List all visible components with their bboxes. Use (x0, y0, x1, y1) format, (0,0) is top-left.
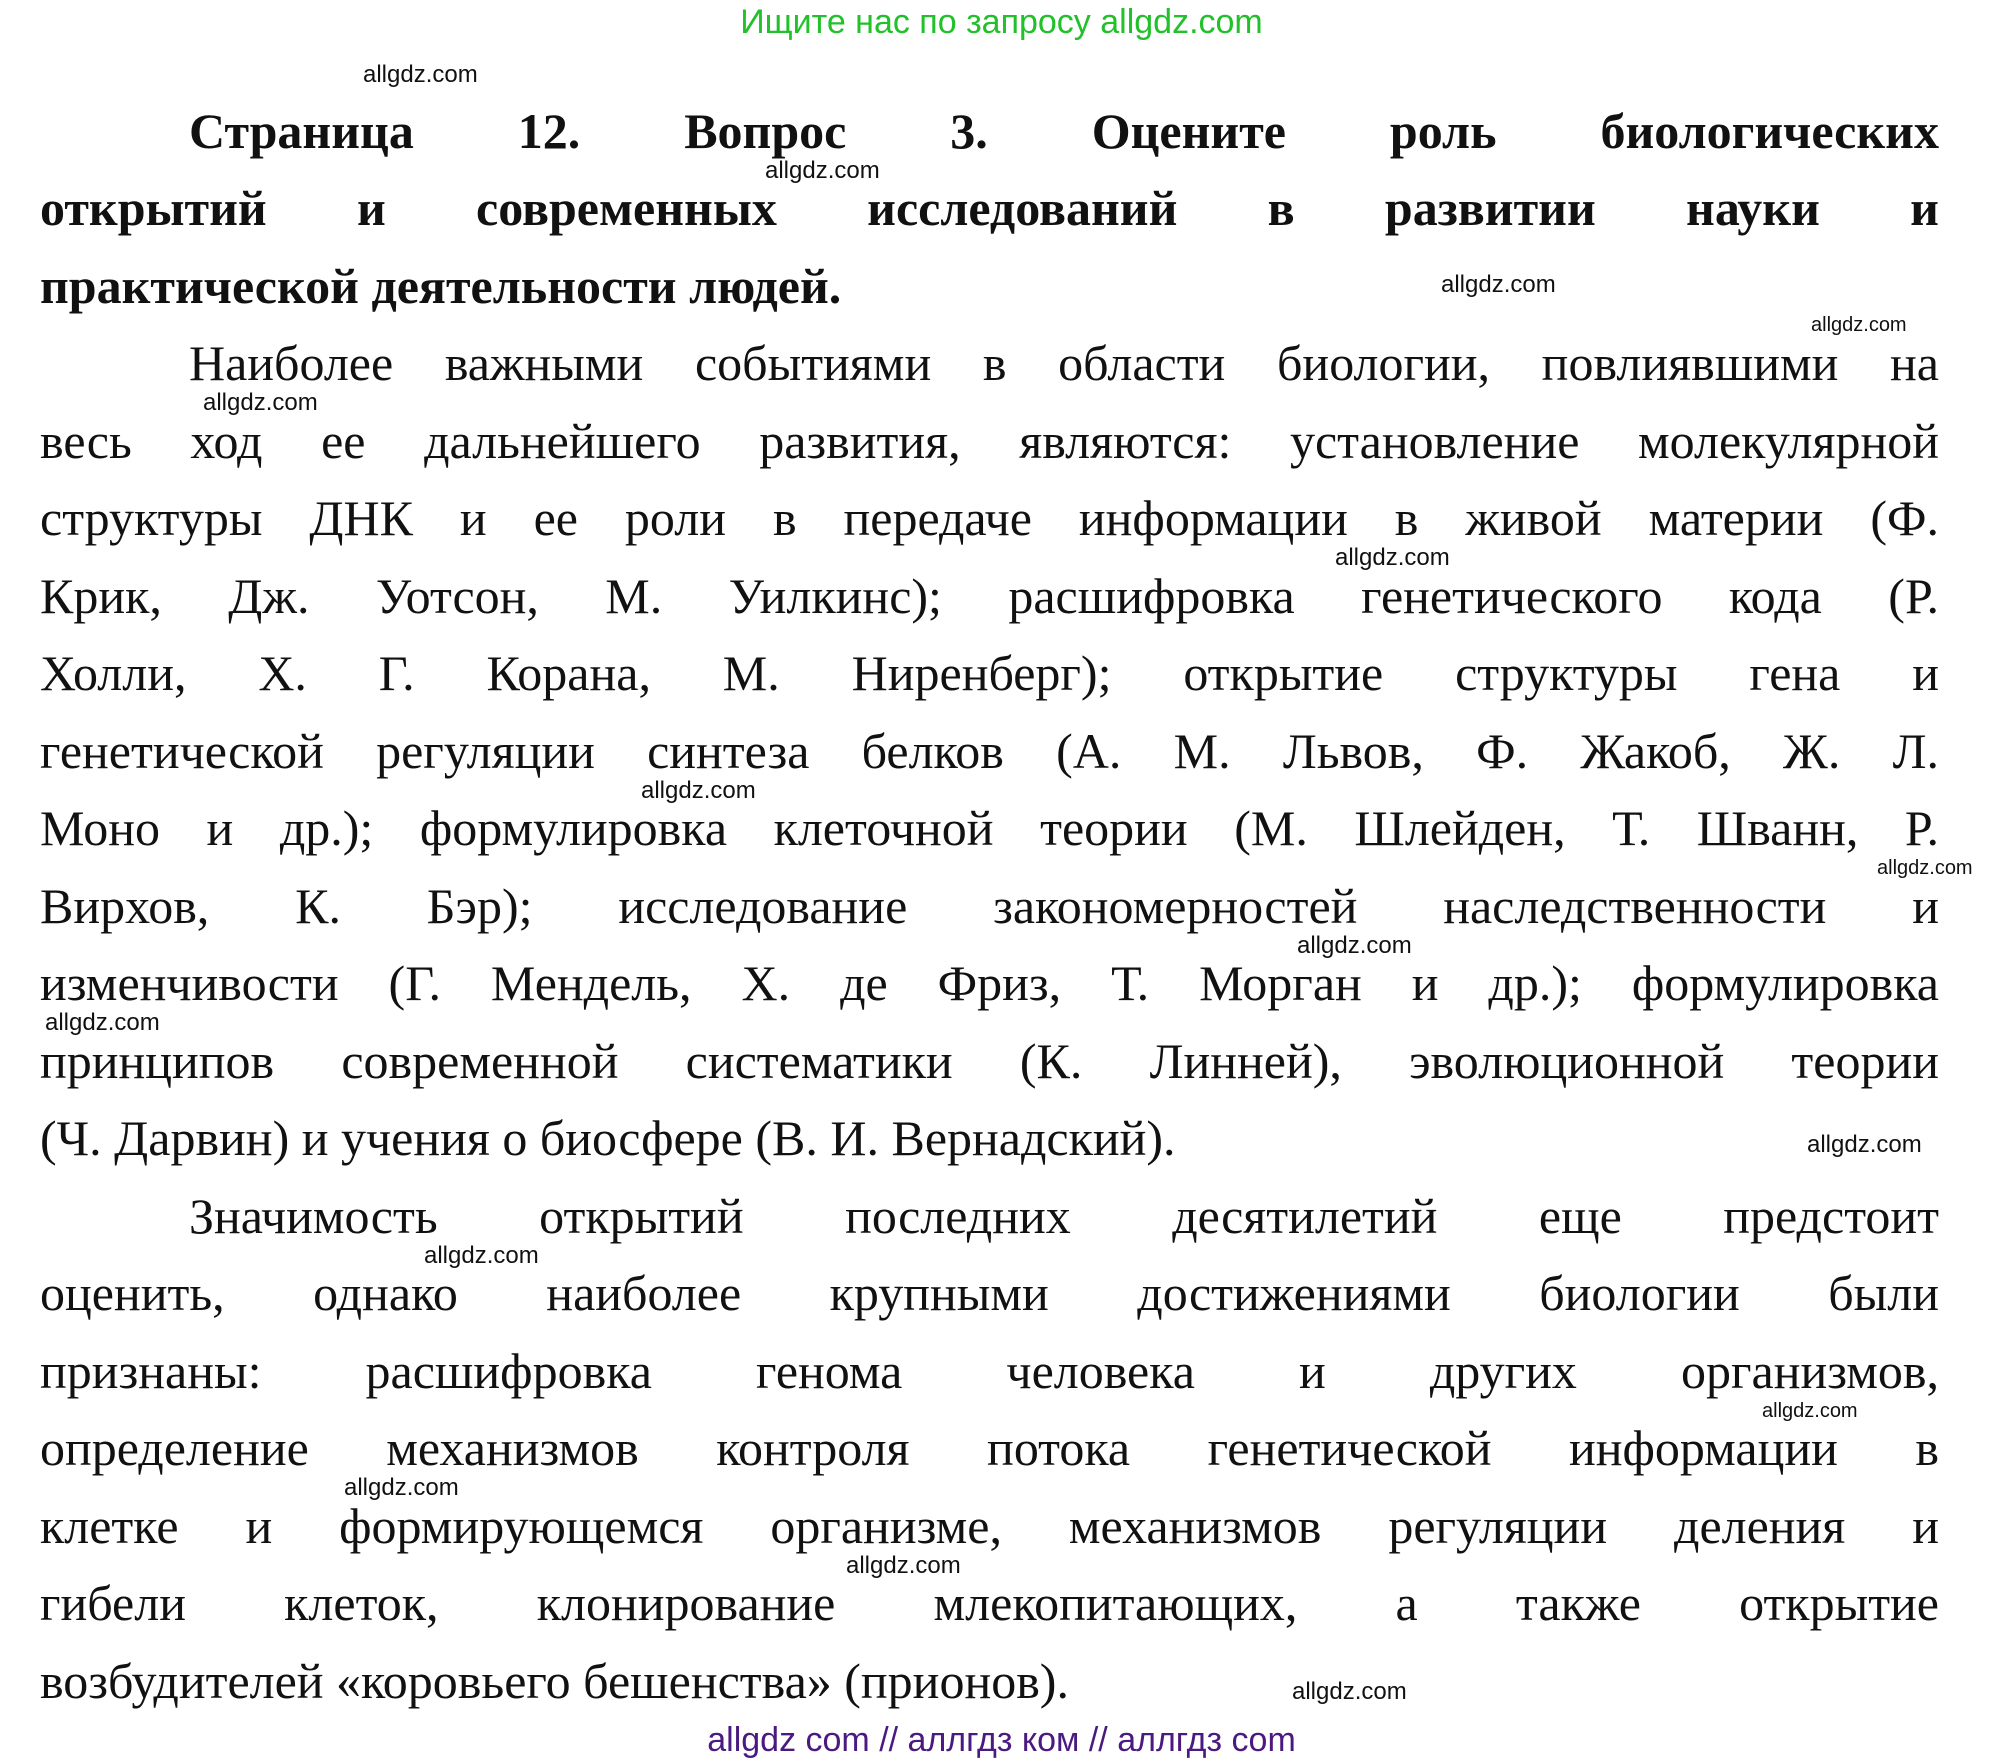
watermark: allgdz.com (203, 389, 318, 416)
text-line: признаны: расшифровка генома человека и других организмов, (40, 1343, 1939, 1399)
text-line: генетической регуляции синтеза белков (А. М. Львов, Ф. Жакоб, Ж. Л. (40, 723, 1939, 779)
text-line: Вирхов, К. Бэр); исследование закономерностей наследственности и (40, 878, 1939, 934)
text-line: возбудителей «коровьего бешенства» (прионов). (40, 1653, 1069, 1709)
text-line: изменчивости (Г. Мендель, Х. де Фриз, Т. Морган и др.); формулировка (40, 955, 1939, 1011)
watermark: allgdz.com (1877, 857, 1973, 879)
text-line: принципов современной систематики (К. Линней), эволюционной теории (40, 1033, 1939, 1089)
text-line: весь ход ее дальнейшего развития, являются: установление молекулярной (40, 413, 1939, 469)
text-line: (Ч. Дарвин) и учения о биосфере (В. И. Вернадский). (40, 1110, 1176, 1166)
text-line: структуры ДНК и ее роли в передаче информации в живой материи (Ф. (40, 490, 1939, 546)
text-line: Наиболее важными событиями в области биологии, повлиявшими на (189, 335, 1939, 391)
watermark: allgdz.com (846, 1552, 961, 1579)
question-title-line: открытий и современных исследований в развитии науки и (40, 180, 1939, 236)
watermark: allgdz.com (1811, 314, 1907, 336)
text-line: клетке и формирующемся организме, механизмов регуляции деления и (40, 1498, 1939, 1554)
text-line: Моно и др.); формулировка клеточной теории (М. Шлейден, Т. Шванн, Р. (40, 800, 1939, 856)
question-title-line: Страница 12. Вопрос 3. Оцените роль биологических (189, 103, 1939, 159)
watermark: allgdz.com (45, 1009, 160, 1036)
watermark: allgdz.com (641, 777, 756, 804)
question-title-line: практической деятельности людей. (40, 258, 842, 314)
watermark: allgdz.com (1762, 1400, 1858, 1422)
watermark: allgdz.com (765, 157, 880, 184)
watermark: allgdz.com (1441, 271, 1556, 298)
watermark: allgdz.com (1292, 1678, 1407, 1705)
text-line: Значимость открытий последних десятилетий еще предстоит (189, 1188, 1939, 1244)
text-line: гибели клеток, клонирование млекопитающих, а также открытие (40, 1575, 1939, 1631)
text-line: оценить, однако наиболее крупными достижениями биологии были (40, 1265, 1939, 1321)
search-banner: Ищите нас по запросу allgdz.com (740, 3, 1263, 41)
watermark: allgdz.com (344, 1474, 459, 1501)
footer-links: allgdz com // аллгдз ком // аллгдз com (707, 1721, 1296, 1759)
text-line: определение механизмов контроля потока генетической информации в (40, 1420, 1939, 1476)
watermark: allgdz.com (1807, 1131, 1922, 1158)
watermark: allgdz.com (1297, 932, 1412, 959)
watermark: allgdz.com (1335, 544, 1450, 571)
text-line: Крик, Дж. Уотсон, М. Уилкинс); расшифровка генетического кода (Р. (40, 568, 1939, 624)
text-line: Холли, Х. Г. Корана, М. Ниренберг); открытие структуры гена и (40, 645, 1939, 701)
watermark: allgdz.com (363, 61, 478, 88)
watermark: allgdz.com (424, 1242, 539, 1269)
